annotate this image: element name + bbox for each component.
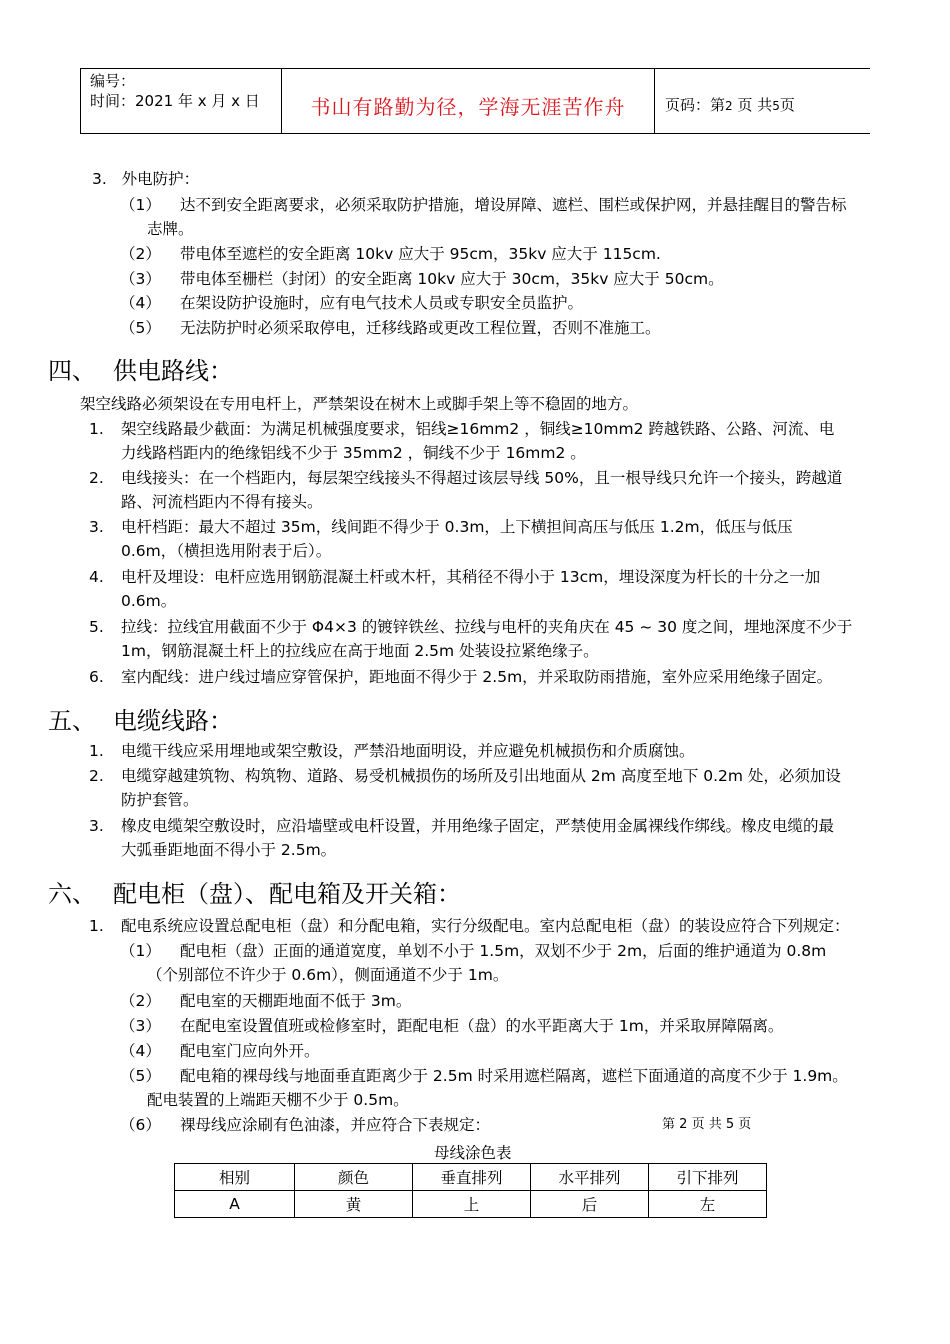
table-cell: 上	[413, 1191, 531, 1218]
item-text: 架空线路最少截面：为满足机械强度要求，铝线≥16mm2 ，铜线≥10mm2 跨越铁路、公路、河流、电	[121, 420, 835, 438]
item-number: （3）	[120, 1017, 161, 1035]
item-text: 裸母线应涂刷有色油漆，并应符合下表规定：	[180, 1116, 491, 1134]
item-number: 1.	[89, 917, 104, 935]
table-header-cell: 水平排列	[531, 1164, 649, 1191]
item-text-cont: 1m，钢筋混凝土杆上的拉线应在高于地面 2.5m 处装设拉紧绝缘子。	[121, 642, 599, 660]
item-text: 橡皮电缆架空敷设时，应沿墙壁或电杆设置，并用绝缘子固定，严禁使用金属裸线作绑线。橡皮电缆的最	[121, 817, 835, 835]
item-number: （3）	[120, 270, 161, 288]
item-number: 2.	[89, 767, 104, 785]
table-header-cell: 引下排列	[649, 1164, 767, 1191]
section-number: 四、	[48, 357, 96, 385]
busbar-color-table	[174, 1163, 767, 1218]
item-number: 2.	[89, 469, 104, 487]
item-text: 无法防护时必须采取停电，迁移线路或更改工程位置，否则不准施工。	[180, 319, 661, 337]
subsection-title: 3. 外电防护：	[92, 170, 200, 188]
section-title: 配电柜（盘）、配电箱及开关箱：	[113, 880, 461, 908]
table-header-cell: 相别	[175, 1164, 295, 1191]
item-number: （2）	[120, 245, 161, 263]
item-text-cont: 路、河流档距内不得有接头。	[121, 493, 323, 511]
item-text: 电杆档距：最大不超过 35m，线间距不得少于 0.3m，上下横担间高压与低压 1.2m，低压与低压	[121, 518, 793, 536]
item-text: 配电室的天棚距地面不低于 3m。	[180, 992, 412, 1010]
item-text-cont: 配电装置的上端距天棚不少于 0.5m。	[147, 1091, 409, 1109]
doc-date: 时间：2021 年 x 月 x 日	[90, 92, 260, 110]
item-text: 带电体至遮栏的安全距离 10kv 应大于 95cm，35kv 应大于 115cm.	[180, 245, 661, 263]
table-header-cell: 颜色	[295, 1164, 413, 1191]
item-text: 电缆穿越建筑物、构筑物、道路、易受机械损伤的场所及引出地面从 2m 高度至地下 0.2m 处，必须加设	[121, 767, 841, 785]
table-header-cell: 垂直排列	[413, 1164, 531, 1191]
section-intro: 架空线路必须架设在专用电杆上，严禁架设在树木上或脚手架上等不稳固的地方。	[80, 395, 639, 413]
item-text: 电杆及埋设：电杆应选用钢筋混凝土杆或木杆，其稍径不得小于 13cm，埋设深度为杆长的十分之一加	[121, 568, 821, 586]
item-number: 6.	[89, 668, 104, 686]
item-text: 配电室门应向外开。	[180, 1042, 320, 1060]
item-text-cont: 大弧垂距地面不得小于 2.5m。	[121, 841, 337, 859]
item-number: 1.	[89, 742, 104, 760]
item-text-cont: 0.6m，（横担选用附表于后）。	[121, 542, 332, 560]
table-cell: 黄	[295, 1191, 413, 1218]
section-title: 供电路线：	[113, 357, 233, 385]
item-text: 电缆干线应采用埋地或架空敷设，严禁沿地面明设，并应避免机械损伤和介质腐蚀。	[121, 742, 695, 760]
item-text: 在架设防护设施时，应有电气技术人员或专职安全员监护。	[180, 294, 584, 312]
item-text: 室内配线：进户线过墙应穿管保护，距地面不得少于 2.5m，并采取防雨措施，室外应采用绝缘子固定。	[121, 668, 833, 686]
item-number: 3.	[89, 817, 104, 835]
doc-number: 编号：	[90, 72, 136, 90]
item-number: 3.	[89, 518, 104, 536]
section-number: 六、	[48, 880, 96, 908]
table-cell: 后	[531, 1191, 649, 1218]
item-number: （1）	[120, 196, 161, 214]
item-number: 4.	[89, 568, 104, 586]
table-row	[175, 1191, 767, 1218]
section-number: 五、	[48, 707, 96, 735]
item-number: （5）	[120, 319, 161, 337]
item-number: （4）	[120, 294, 161, 312]
item-number: 5.	[89, 618, 104, 636]
table-header-row	[175, 1164, 767, 1191]
item-text-cont: 志牌。	[147, 220, 194, 238]
item-text-cont: 0.6m。	[121, 592, 177, 610]
item-text: 带电体至栅栏（封闭）的安全距离 10kv 应大于 30cm，35kv 应大于 50cm。	[180, 270, 724, 288]
item-text: 配电箱的裸母线与地面垂直距离少于 2.5m 时采用遮栏隔离，遮栏下面通道的高度不少于 1.9m。	[180, 1067, 848, 1085]
item-number: （6）	[120, 1116, 161, 1134]
page-indicator: 页码：第2 页 共5页	[665, 96, 795, 114]
item-number: （5）	[120, 1067, 161, 1085]
item-text: 拉线：拉线宜用截面不少于 Φ4×3 的镀锌铁丝、拉线与电杆的夹角庆在 45 ~ 30 度之间，埋地深度不少于	[121, 618, 853, 636]
table-cell: 左	[649, 1191, 767, 1218]
item-text-cont: 力线路档距内的绝缘铝线不少于 35mm2 ，铜线不少于 16mm2 。	[121, 444, 586, 462]
item-text: 配电系统应设置总配电柜（盘）和分配电箱，实行分级配电。室内总配电柜（盘）的装设应符合下列规定：	[121, 917, 850, 935]
table-cell: A	[175, 1191, 295, 1218]
item-text: 在配电室设置值班或检修室时，距配电柜（盘）的水平距离大于 1m，并采取屏障隔离。	[180, 1017, 784, 1035]
table-caption: 母线涂色表	[434, 1144, 512, 1162]
item-text: 电线接头：在一个档距内，每层架空线接头不得超过该层导线 50%，且一根导线只允许一个接头，跨越道	[121, 469, 843, 487]
item-number: （4）	[120, 1042, 161, 1060]
section-title: 电缆线路：	[113, 707, 233, 735]
header-info-cell	[81, 69, 282, 133]
header-page-cell	[655, 69, 871, 133]
motto: 书山有路勤为径，学海无涯苦作舟	[310, 95, 626, 119]
item-number: （2）	[120, 992, 161, 1010]
item-text-cont: 防护套管。	[121, 791, 199, 809]
item-number: 1.	[89, 420, 104, 438]
page-footer: 第 2 页 共 5 页	[662, 1117, 752, 1132]
item-text: 配电柜（盘）正面的通道宽度，单划不小于 1.5m，双划不少于 2m，后面的维护通道为 0.8m	[180, 942, 827, 960]
item-text-cont: （个别部位不许少于 0.6m），侧面通道不少于 1m。	[147, 966, 509, 984]
item-number: （1）	[120, 942, 161, 960]
item-text: 达不到安全距离要求，必须采取防护措施，增设屏障、遮栏、围栏或保护网，并悬挂醒目的警告标	[180, 196, 847, 214]
header-motto-cell	[282, 69, 655, 133]
document-header	[80, 68, 870, 134]
